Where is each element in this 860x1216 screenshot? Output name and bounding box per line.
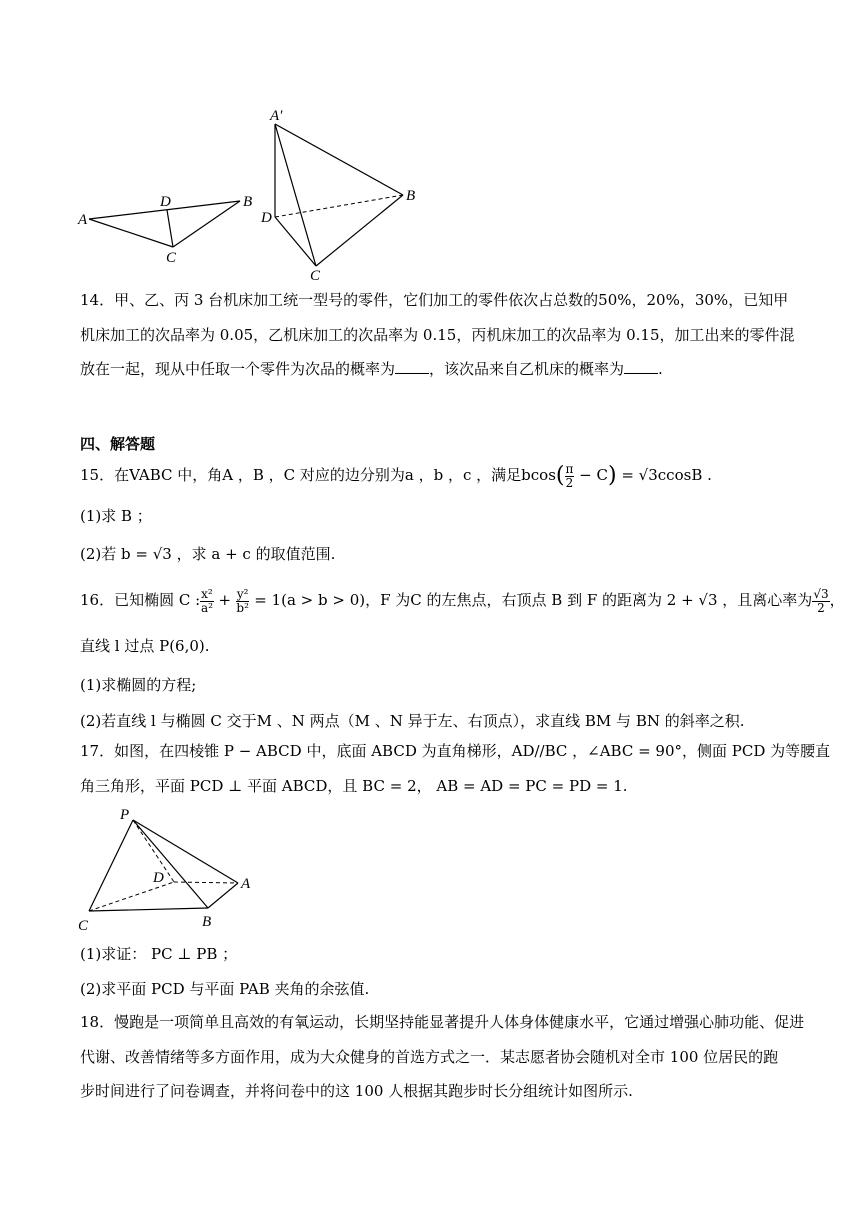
label-left-D: D [160,194,171,210]
q14-text-a: 放在一起，现从中任取一个零件为次品的概率为 [80,360,396,378]
label-D: D [153,870,164,886]
q16-part-1: (1)求椭圆的方程; [80,676,197,694]
q15-part-1: (1)求 B ； [80,507,152,525]
label-right-B: B [406,188,416,204]
label-P: P [120,807,130,823]
label-B: B [202,914,212,930]
q15-fraction-pi-2: $\frac{\pi}{2}$ [565,461,574,490]
label-A: A [241,876,251,892]
q16-frac-y: $\frac{\text{y²}}{\text{b²}}$ [236,586,249,615]
q16-comma: ， [829,591,845,609]
label-right-A: A′ [270,108,283,124]
q16-frac-ecc: $\frac{√3}{2}$ [813,586,829,615]
q17-line-2: 角三角形，平面 PCD ⊥ 平面 ABCD，且 BC = 2， AB = AD = PC = PD = 1. [80,777,628,795]
q15-stem: 15．在VABC 中，角A ，B ，C 对应的边分别为a ，b ，c ，满足bcos( $\frac{\pi}{2}$ − C) = √3ccosB . [80,461,712,490]
q16-plus: + [213,591,236,609]
q14-line-3 [80,359,663,379]
q17-line-1: 17．如图，在四棱锥 P − ABCD 中，底面 ABCD 为直角梯形，AD//BC ，∠ABC = 90°，侧面 PCD 为等腰直 [80,742,831,760]
q14-text-c: . [658,360,663,378]
q15-minus-c: − C [574,466,608,484]
q18-line-2: 代谢、改善情绪等多方面作用，成为大众健身的首选方式之一．某志愿者协会随机对全市 100 位居民的跑 [80,1048,779,1066]
label-right-D: D [261,210,272,226]
label-left-B: B [243,194,253,210]
label-left-C: C [166,250,177,266]
q14-line-1: 14．甲、乙、丙 3 台机床加工统一型号的零件，它们加工的零件依次占总数的50%，20%，30%，已知甲 [80,291,789,309]
figure-folding-triangle [70,100,430,285]
q14-line-2: 机床加工的次品率为 0.05，乙机床加工的次品率为 0.15，丙机床加工的次品率为 0.15，加工出来的零件混 [80,326,795,344]
q16-stem-b: = 1(a > b > 0)，F 为C 的左焦点，右顶点 B 到 F 的距离为 2 + √3 ，且离心率为 [249,591,813,609]
label-left-A: A [78,212,88,228]
figure-pyramid [70,800,270,940]
q15-stem-b: = √3ccosB . [616,466,712,484]
section-title: 四、解答题 [80,435,156,453]
q17-part-2: (2)求平面 PCD 与平面 PAB 夹角的余弦值. [80,980,370,998]
q16-part-2: (2)若直线 l 与椭圆 C 交于M 、N 两点（M 、N 异于左、右顶点），求直线 BM 与 BN 的斜率之积. [80,712,745,730]
q14-answer-blank-1[interactable] [395,359,429,374]
label-right-C: C [310,268,321,284]
q14-answer-blank-2[interactable] [624,359,658,374]
q18-line-1: 18．慢跑是一项简单且高效的有氧运动，长期坚持能显著提升人体身体健康水平，它通过增强心肺功能、促进 [80,1013,805,1031]
label-C: C [78,918,89,934]
q17-part-1: (1)求证： PC ⊥ PB ； [80,945,238,963]
q16-stem [80,582,845,618]
q16-stem-a: 16．已知椭圆 C : [80,591,201,609]
q14-text-b: ，该次品来自乙机床的概率为 [429,360,625,378]
q16-line-2: 直线 l 过点 P(6,0). [80,637,210,655]
q15-stem-a: 15．在VABC 中，角A ，B ，C 对应的边分别为a ，b ，c ，满足bcos [80,466,556,484]
q15-part-2: (2)若 b = √3 ，求 a + c 的取值范围. [80,545,336,563]
q16-frac-x: $\frac{\text{x²}}{\text{a²}}$ [200,586,213,615]
q18-line-3: 步时间进行了问卷调查，并将问卷中的这 100 人根据其跑步时长分组统计如图所示. [80,1082,633,1100]
